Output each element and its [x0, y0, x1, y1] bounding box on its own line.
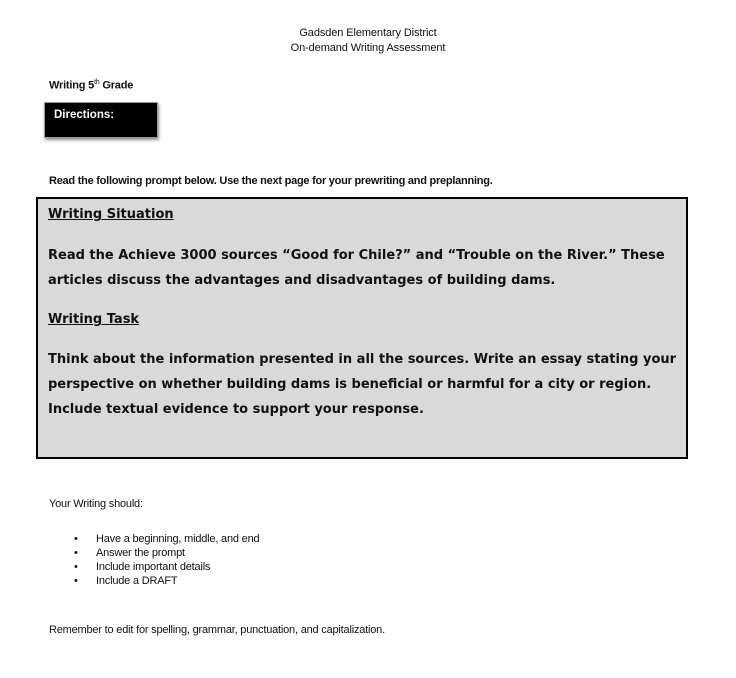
grade-prefix: Writing 5 — [49, 79, 95, 92]
grade-ordinal-suffix: th — [94, 79, 100, 86]
reminder-text: Remember to edit for spelling, grammar, punctuation, and capitalization. — [49, 624, 385, 636]
list-item: • Include important details — [74, 560, 259, 574]
writing-situation-heading: Writing Situation — [48, 207, 174, 222]
list-item: • Have a beginning, middle, and end — [74, 532, 259, 546]
writing-task-heading: Writing Task — [48, 312, 140, 327]
writing-task-text: Think about the information presented in all the sources. Write an essay stating your perspective on whether building dams is beneficial or harmful for a city or region. Include textual evidence to support your response. — [48, 352, 677, 417]
list-item: • Answer the prompt — [74, 546, 259, 560]
writing-should-label: Your Writing should: — [49, 498, 143, 510]
writing-situation-text: Read the Achieve 3000 sources “Good for Chile?” and “Trouble on the River.” These articles discuss the advantages and disadvantages of building dams. — [48, 248, 665, 288]
grade-rest: Grade — [99, 79, 134, 92]
criteria-list — [74, 532, 259, 588]
grade-title — [49, 79, 133, 92]
directions-label: Directions: — [54, 109, 115, 121]
prompt-box — [36, 197, 688, 459]
instruction-text: Read the following prompt below. Use the next page for your prewriting and preplanning. — [49, 175, 493, 187]
district-name: Gadsden Elementary District — [299, 27, 437, 39]
assessment-title: On-demand Writing Assessment — [290, 42, 446, 54]
document-header — [0, 26, 736, 56]
list-item: • Include a DRAFT — [74, 574, 259, 588]
directions-banner — [44, 102, 158, 138]
